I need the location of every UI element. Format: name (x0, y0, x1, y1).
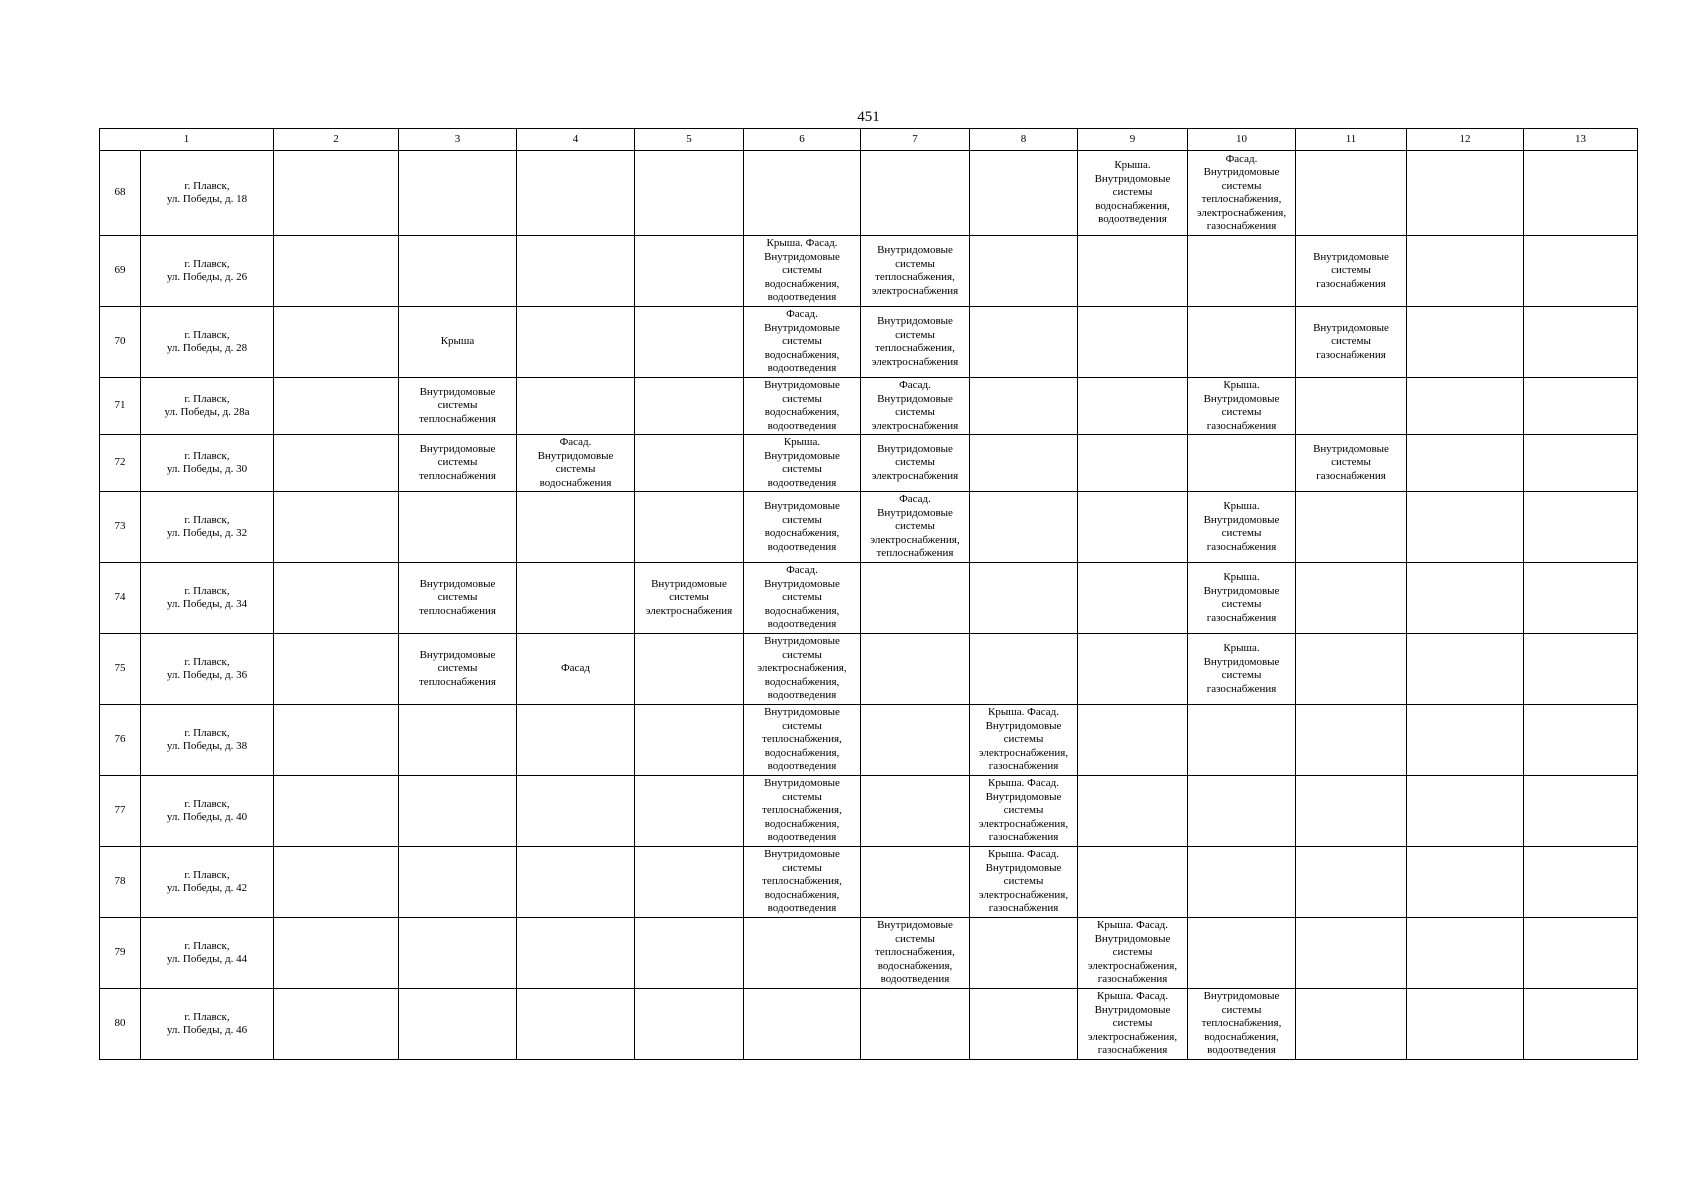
work-cell (1188, 435, 1296, 492)
work-cell (635, 307, 744, 378)
work-cell (1296, 378, 1407, 435)
column-header: 1 (100, 129, 274, 151)
work-cell: Крыша. Фасад. Внутридомовые системы электроснабжения, газоснабжения (1078, 918, 1188, 989)
work-cell (1296, 705, 1407, 776)
row-number: 71 (100, 378, 141, 435)
address-cell: г. Плавск, ул. Победы, д. 38 (141, 705, 274, 776)
work-cell (1296, 151, 1407, 236)
work-cell (861, 151, 970, 236)
work-cell (1524, 918, 1638, 989)
column-header: 7 (861, 129, 970, 151)
work-cell (1078, 236, 1188, 307)
work-cell (635, 989, 744, 1060)
table-row (100, 776, 1638, 847)
column-header: 5 (635, 129, 744, 151)
work-cell (517, 989, 635, 1060)
work-cell (635, 918, 744, 989)
work-cell: Крыша. Фасад. Внутридомовые системы электроснабжения, газоснабжения (1078, 989, 1188, 1060)
work-cell: Фасад. Внутридомовые системы водоснабжения (517, 435, 635, 492)
work-cell (970, 634, 1078, 705)
work-cell (1188, 776, 1296, 847)
work-cell (1407, 492, 1524, 563)
work-cell (635, 705, 744, 776)
work-cell (1407, 989, 1524, 1060)
address-cell: г. Плавск, ул. Победы, д. 36 (141, 634, 274, 705)
work-cell (517, 378, 635, 435)
work-cell: Фасад. Внутридомовые системы электроснабжения (861, 378, 970, 435)
work-cell (1407, 776, 1524, 847)
row-number: 79 (100, 918, 141, 989)
work-cell (399, 492, 517, 563)
work-cell (970, 435, 1078, 492)
work-cell: Крыша. Внутридомовые системы газоснабжения (1188, 634, 1296, 705)
work-cell (744, 918, 861, 989)
work-cell (517, 563, 635, 634)
work-cell (1407, 236, 1524, 307)
address-cell: г. Плавск, ул. Победы, д. 46 (141, 989, 274, 1060)
row-number: 77 (100, 776, 141, 847)
work-cell (1078, 563, 1188, 634)
row-number: 70 (100, 307, 141, 378)
work-cell: Внутридомовые системы теплоснабжения, водоснабжения, водоотведения (744, 705, 861, 776)
work-cell: Внутридомовые системы теплоснабжения, водоснабжения, водоотведения (744, 776, 861, 847)
work-cell (1188, 918, 1296, 989)
work-cell (399, 705, 517, 776)
work-cell: Внутридомовые системы газоснабжения (1296, 307, 1407, 378)
work-cell (274, 563, 399, 634)
column-header: 3 (399, 129, 517, 151)
work-cell (517, 151, 635, 236)
work-cell (635, 378, 744, 435)
work-cell: Внутридомовые системы водоснабжения, водоотведения (744, 492, 861, 563)
work-cell (1524, 492, 1638, 563)
work-cell (1524, 634, 1638, 705)
work-cell (1296, 634, 1407, 705)
work-cell: Крыша (399, 307, 517, 378)
work-cell: Крыша. Внутридомовые системы водоснабжения, водоотведения (1078, 151, 1188, 236)
work-cell (970, 492, 1078, 563)
work-cell (1524, 151, 1638, 236)
work-cell (1524, 378, 1638, 435)
work-cell (1407, 378, 1524, 435)
work-cell (274, 236, 399, 307)
column-header: 11 (1296, 129, 1407, 151)
address-cell: г. Плавск, ул. Победы, д. 32 (141, 492, 274, 563)
work-cell (274, 378, 399, 435)
work-cell (1524, 563, 1638, 634)
table-row (100, 378, 1638, 435)
work-cell: Фасад. Внутридомовые системы водоснабжения, водоотведения (744, 307, 861, 378)
work-cell: Внутридомовые системы теплоснабжения, водоснабжения, водоотведения (744, 847, 861, 918)
work-cell (1407, 705, 1524, 776)
page-number: 451 (857, 109, 880, 125)
work-cell (970, 918, 1078, 989)
work-cell (970, 151, 1078, 236)
address-cell: г. Плавск, ул. Победы, д. 28а (141, 378, 274, 435)
work-cell: Внутридомовые системы теплоснабжения (399, 634, 517, 705)
table-row (100, 236, 1638, 307)
work-cell: Внутридомовые системы водоснабжения, водоотведения (744, 378, 861, 435)
work-cell (517, 705, 635, 776)
work-cell (274, 307, 399, 378)
work-cell (274, 989, 399, 1060)
work-cell (635, 634, 744, 705)
column-header: 12 (1407, 129, 1524, 151)
work-cell (970, 989, 1078, 1060)
work-cell (861, 705, 970, 776)
address-cell: г. Плавск, ул. Победы, д. 40 (141, 776, 274, 847)
work-cell (1078, 378, 1188, 435)
row-number: 68 (100, 151, 141, 236)
work-cell: Крыша. Фасад. Внутридомовые системы электроснабжения, газоснабжения (970, 847, 1078, 918)
table-row (100, 492, 1638, 563)
work-cell (1407, 435, 1524, 492)
table-row (100, 307, 1638, 378)
work-cell (1078, 776, 1188, 847)
work-cell (1296, 989, 1407, 1060)
work-cell (274, 705, 399, 776)
work-cell (970, 563, 1078, 634)
work-cell: Фасад (517, 634, 635, 705)
work-cell (635, 776, 744, 847)
row-number: 74 (100, 563, 141, 634)
work-cell (274, 151, 399, 236)
work-cell (635, 151, 744, 236)
work-cell (861, 776, 970, 847)
column-header: 8 (970, 129, 1078, 151)
table-header (100, 129, 1638, 151)
work-cell (1407, 918, 1524, 989)
address-cell: г. Плавск, ул. Победы, д. 42 (141, 847, 274, 918)
work-cell (970, 378, 1078, 435)
work-cell (399, 847, 517, 918)
address-cell: г. Плавск, ул. Победы, д. 30 (141, 435, 274, 492)
work-cell (1407, 634, 1524, 705)
work-cell (517, 236, 635, 307)
work-cell (1078, 847, 1188, 918)
work-cell: Внутридомовые системы теплоснабжения, водоснабжения, водоотведения (1188, 989, 1296, 1060)
column-header: 10 (1188, 129, 1296, 151)
work-cell (1188, 705, 1296, 776)
table-row (100, 563, 1638, 634)
work-cell (517, 492, 635, 563)
table-row (100, 435, 1638, 492)
work-cell: Крыша. Внутридомовые системы газоснабжения (1188, 378, 1296, 435)
address-cell: г. Плавск, ул. Победы, д. 44 (141, 918, 274, 989)
work-cell (1078, 307, 1188, 378)
work-cell (1524, 989, 1638, 1060)
work-cell (1407, 151, 1524, 236)
work-cell: Внутридомовые системы теплоснабжения, электроснабжения (861, 236, 970, 307)
work-cell: Внутридомовые системы теплоснабжения (399, 563, 517, 634)
address-cell: г. Плавск, ул. Победы, д. 26 (141, 236, 274, 307)
work-cell: Внутридомовые системы электроснабжения, водоснабжения, водоотведения (744, 634, 861, 705)
table-row (100, 847, 1638, 918)
work-cell (970, 307, 1078, 378)
work-cell: Внутридомовые системы газоснабжения (1296, 236, 1407, 307)
work-cell: Фасад. Внутридомовые системы водоснабжения, водоотведения (744, 563, 861, 634)
work-cell: Крыша. Фасад. Внутридомовые системы водоснабжения, водоотведения (744, 236, 861, 307)
column-header: 13 (1524, 129, 1638, 151)
address-cell: г. Плавск, ул. Победы, д. 18 (141, 151, 274, 236)
work-cell: Крыша. Внутридомовые системы водоотведения (744, 435, 861, 492)
row-number: 76 (100, 705, 141, 776)
work-cell (861, 989, 970, 1060)
row-number: 73 (100, 492, 141, 563)
table-row (100, 705, 1638, 776)
work-cell (1078, 705, 1188, 776)
works-schedule-table (99, 128, 1638, 1060)
work-cell (274, 847, 399, 918)
work-cell (1078, 492, 1188, 563)
work-cell (1407, 847, 1524, 918)
table-row (100, 918, 1638, 989)
work-cell (1524, 705, 1638, 776)
work-cell (1296, 847, 1407, 918)
work-cell (1524, 307, 1638, 378)
work-cell (861, 847, 970, 918)
work-cell: Внутридомовые системы электроснабжения (635, 563, 744, 634)
work-cell (1296, 492, 1407, 563)
work-cell: Крыша. Фасад. Внутридомовые системы электроснабжения, газоснабжения (970, 705, 1078, 776)
work-cell (861, 634, 970, 705)
column-header: 9 (1078, 129, 1188, 151)
work-cell: Внутридомовые системы газоснабжения (1296, 435, 1407, 492)
work-cell (274, 634, 399, 705)
work-cell: Внутридомовые системы теплоснабжения (399, 435, 517, 492)
work-cell (744, 989, 861, 1060)
work-cell: Внутридомовые системы теплоснабжения (399, 378, 517, 435)
work-cell (274, 918, 399, 989)
work-cell: Фасад. Внутридомовые системы электроснабжения, теплоснабжения (861, 492, 970, 563)
work-cell (399, 236, 517, 307)
work-cell (1188, 847, 1296, 918)
row-number: 72 (100, 435, 141, 492)
work-cell (1296, 563, 1407, 634)
work-cell (1188, 236, 1296, 307)
work-cell (399, 776, 517, 847)
column-header: 2 (274, 129, 399, 151)
work-cell (635, 492, 744, 563)
row-number: 69 (100, 236, 141, 307)
row-number: 75 (100, 634, 141, 705)
work-cell: Внутридомовые системы электроснабжения (861, 435, 970, 492)
work-cell (274, 492, 399, 563)
table-row (100, 634, 1638, 705)
work-cell: Внутридомовые системы теплоснабжения, электроснабжения (861, 307, 970, 378)
work-cell (970, 236, 1078, 307)
work-cell: Крыша. Внутридомовые системы газоснабжения (1188, 492, 1296, 563)
address-cell: г. Плавск, ул. Победы, д. 34 (141, 563, 274, 634)
work-cell (399, 989, 517, 1060)
table-row (100, 989, 1638, 1060)
work-cell (635, 435, 744, 492)
row-number: 78 (100, 847, 141, 918)
column-header: 6 (744, 129, 861, 151)
work-cell (635, 847, 744, 918)
work-cell (635, 236, 744, 307)
work-cell: Фасад. Внутридомовые системы теплоснабжения, электроснабжения, газоснабжения (1188, 151, 1296, 236)
work-cell (1524, 435, 1638, 492)
work-cell (1524, 236, 1638, 307)
work-cell (1188, 307, 1296, 378)
work-cell: Крыша. Внутридомовые системы газоснабжения (1188, 563, 1296, 634)
work-cell (1078, 435, 1188, 492)
row-number: 80 (100, 989, 141, 1060)
work-cell (517, 918, 635, 989)
column-header: 4 (517, 129, 635, 151)
work-cell (399, 151, 517, 236)
work-cell (861, 563, 970, 634)
work-cell: Внутридомовые системы теплоснабжения, водоснабжения, водоотведения (861, 918, 970, 989)
work-cell (274, 776, 399, 847)
work-cell (1407, 307, 1524, 378)
work-cell (517, 847, 635, 918)
header-row (100, 129, 1638, 151)
work-cell: Крыша. Фасад. Внутридомовые системы электроснабжения, газоснабжения (970, 776, 1078, 847)
work-cell (1407, 563, 1524, 634)
address-cell: г. Плавск, ул. Победы, д. 28 (141, 307, 274, 378)
work-cell (399, 918, 517, 989)
table-row (100, 151, 1638, 236)
work-cell (1524, 847, 1638, 918)
work-cell (517, 307, 635, 378)
work-cell (274, 435, 399, 492)
work-cell (1296, 776, 1407, 847)
work-cell (744, 151, 861, 236)
work-cell (1524, 776, 1638, 847)
work-cell (517, 776, 635, 847)
work-cell (1296, 918, 1407, 989)
work-cell (1078, 634, 1188, 705)
table-body (100, 151, 1638, 1060)
